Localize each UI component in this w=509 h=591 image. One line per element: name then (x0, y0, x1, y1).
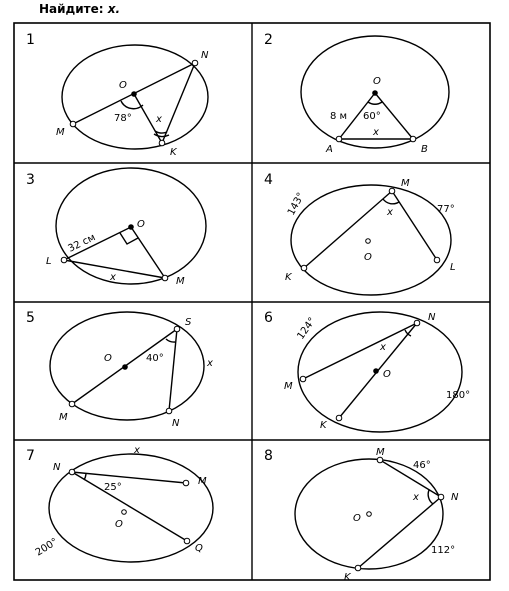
label-o: O (137, 219, 145, 230)
label-a: A (326, 144, 333, 155)
arc-value-2: 77° (437, 204, 455, 215)
center-point (372, 90, 378, 96)
problem-number: 6 (264, 310, 273, 326)
label-n: N (428, 312, 436, 323)
point-l (61, 257, 67, 263)
point-n (69, 469, 75, 475)
point-b (410, 136, 416, 142)
angle-value: 60° (363, 111, 381, 122)
problem-4 (264, 172, 456, 295)
problem-8 (264, 447, 459, 583)
circle (298, 312, 462, 432)
problem-number: 2 (264, 32, 273, 48)
point-n (192, 60, 198, 66)
point-n (166, 408, 172, 414)
chord-nm (72, 472, 186, 483)
point-m (162, 275, 168, 281)
label-l: L (450, 262, 456, 273)
problem-number: 5 (26, 310, 35, 326)
angle-arc-25 (84, 474, 86, 480)
label-o: O (115, 519, 123, 530)
angle-value: 40° (146, 353, 164, 364)
problem-5 (26, 310, 213, 429)
chord-ml (392, 191, 437, 260)
task-title-variable: x. (107, 2, 121, 16)
problem-number: 7 (26, 448, 35, 464)
point-s (174, 326, 180, 332)
problem-7 (26, 445, 213, 562)
problem-6 (264, 310, 470, 432)
angle-arc-x-double (154, 134, 169, 137)
circle (291, 185, 451, 295)
chord-mn (380, 460, 441, 497)
label-m: M (56, 127, 65, 138)
angle-arc-60 (368, 102, 382, 104)
label-o: O (383, 369, 391, 380)
point-l (434, 257, 440, 263)
label-x: x (387, 207, 393, 218)
center-point (373, 368, 379, 374)
point-m (300, 376, 306, 382)
arc-value-1: 124° (295, 315, 319, 342)
label-o: O (119, 80, 127, 91)
label-o: O (353, 513, 361, 524)
problem-number: 1 (26, 32, 35, 48)
side-value: 8 м (330, 111, 348, 122)
problem-1 (26, 32, 209, 158)
point-q (184, 538, 190, 544)
point-m (69, 401, 75, 407)
label-x: x (413, 492, 419, 503)
point-k (159, 140, 165, 146)
problem-number: 3 (26, 172, 35, 188)
label-k: K (344, 572, 351, 583)
center-point (122, 510, 127, 515)
center-point (366, 239, 371, 244)
task-title-prefix: Найдите: (39, 2, 104, 16)
angle-value: 25° (104, 482, 122, 493)
label-n: N (53, 462, 61, 473)
label-x: x (373, 127, 379, 138)
radius-om (131, 227, 165, 278)
center-point (131, 91, 137, 97)
label-o: O (104, 353, 112, 364)
problem-3 (26, 168, 206, 287)
label-m: M (376, 447, 385, 458)
label-m: M (284, 381, 293, 392)
point-n (414, 320, 420, 326)
point-k (301, 265, 307, 271)
label-k: K (320, 420, 327, 431)
label-n: N (451, 492, 459, 503)
label-s: S (185, 317, 192, 328)
label-m: M (59, 412, 68, 423)
label-l: L (46, 256, 52, 267)
label-x: x (110, 272, 116, 283)
label-b: B (421, 144, 428, 155)
center-point (122, 364, 128, 370)
label-x: x (134, 445, 140, 456)
arc-value-2: 180° (446, 390, 471, 401)
arc-value-1: 143° (285, 190, 307, 218)
problem-2 (264, 32, 449, 155)
angle-arc-40 (166, 339, 175, 342)
problem-number: 8 (264, 448, 273, 464)
chord-nk (358, 497, 441, 568)
label-m: M (198, 476, 207, 487)
center-point (128, 224, 134, 230)
angle-arc-x (383, 199, 399, 204)
label-x: x (380, 342, 386, 353)
arc-value-1: 46° (413, 460, 431, 471)
label-m: M (176, 276, 185, 287)
label-k: K (170, 147, 177, 158)
point-m (377, 457, 383, 463)
label-x: x (156, 114, 162, 125)
center-point (367, 512, 372, 517)
point-n (438, 494, 444, 500)
arc-value-2: 112° (431, 545, 456, 556)
angle-arc-x (155, 131, 167, 133)
point-m (389, 188, 395, 194)
label-n: N (172, 418, 180, 429)
side-value: 32 см (66, 232, 98, 255)
point-m (70, 121, 76, 127)
label-x: x (207, 358, 213, 369)
point-a (336, 136, 342, 142)
label-o: O (373, 76, 381, 87)
chord-nq (72, 472, 187, 541)
label-q: Q (195, 543, 203, 554)
label-o: O (364, 252, 372, 263)
arc-value: 200° (33, 536, 61, 559)
point-k (336, 415, 342, 421)
point-k (355, 565, 361, 571)
chord-mk (304, 191, 392, 268)
label-n: N (201, 50, 209, 61)
label-m: M (401, 178, 410, 189)
label-k: K (285, 272, 292, 283)
problem-number: 4 (264, 172, 273, 188)
angle-value: 78° (114, 113, 132, 124)
point-m (183, 480, 189, 486)
